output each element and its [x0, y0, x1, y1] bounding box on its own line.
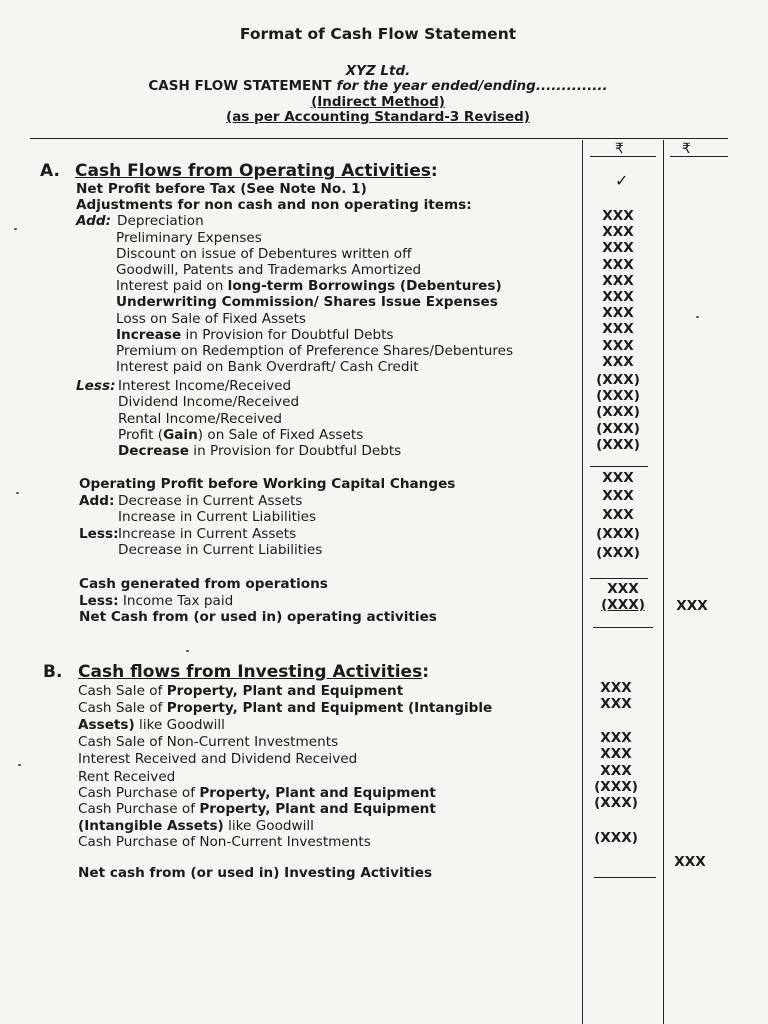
add-amount: XXX [602, 289, 634, 305]
investing-line-sale-ppe: Cash Sale of Property, Plant and Equipment [78, 683, 404, 699]
investing-amount: (XXX) [594, 779, 638, 795]
column-divider-1 [582, 140, 583, 1024]
cash-generated-amount: XXX [607, 581, 639, 597]
operating-profit-amount: XXX [602, 470, 634, 486]
less-item-dividend: Dividend Income/Received [118, 394, 300, 410]
subtotal-rule [590, 578, 648, 579]
add-item-depreciation: Depreciation [117, 213, 204, 229]
less-amount: (XXX) [596, 372, 640, 388]
wc-less-label: Less: [79, 526, 119, 542]
less-item-profit-gain: Profit (Gain) on Sale of Fixed Assets [118, 427, 364, 443]
wc-add-label: Add: [79, 493, 115, 509]
investing-amount: XXX [600, 730, 632, 746]
tax-line: Less: Income Tax paid [79, 593, 234, 609]
add-item-discount: Discount on issue of Debentures written off [116, 246, 412, 262]
operating-profit-line: Operating Profit before Working Capital Changes [79, 476, 456, 492]
top-rule [30, 138, 728, 139]
tick-mark: ✓ [615, 171, 629, 190]
add-amount: XXX [602, 240, 634, 256]
net-cash-operating-amount: XXX [676, 598, 708, 614]
wc-add-item-decrease-assets: Decrease in Current Assets [118, 493, 303, 509]
investing-amount: (XXX) [594, 830, 638, 846]
tax-amount: (XXX) [601, 597, 645, 613]
section-b-heading: Cash flows from Investing Activities: [78, 662, 430, 682]
net-cash-operating-line: Net Cash from (or used in) operating activities [79, 609, 437, 625]
less-label: Less: [76, 378, 116, 394]
investing-amount: XXX [600, 763, 632, 779]
add-item-interest-overdraft: Interest paid on Bank Overdraft/ Cash Credit [116, 359, 419, 375]
add-amount: XXX [602, 208, 634, 224]
scan-speck [18, 764, 21, 766]
less-amount: (XXX) [596, 437, 640, 453]
investing-line-rent: Rent Received [78, 769, 176, 785]
add-item-underwriting: Underwriting Commission/ Shares Issue Expenses [116, 294, 498, 310]
column-divider-2 [663, 140, 664, 1024]
currency-symbol-2: ₹ [682, 141, 691, 157]
less-item-interest-income: Interest Income/Received [118, 378, 292, 394]
wc-add-amount: XXX [602, 507, 634, 523]
net-cash-investing-line: Net cash from (or used in) Investing Activities [78, 865, 433, 881]
add-item-premium: Premium on Redemption of Preference Shares/Debentures [116, 343, 514, 359]
less-item-rental: Rental Income/Received [118, 411, 283, 427]
standard-label: (as per Accounting Standard-3 Revised) [226, 109, 530, 125]
wc-add-amount: XXX [602, 488, 634, 504]
method-label: (Indirect Method) [311, 94, 445, 110]
investing-line-sale-investments: Cash Sale of Non-Current Investments [78, 734, 339, 750]
scan-speck [16, 492, 19, 494]
investing-amount: XXX [600, 746, 632, 762]
add-amount: XXX [602, 338, 634, 354]
section-a-heading: Cash Flows from Operating Activities: [75, 161, 438, 181]
scan-speck [186, 650, 189, 652]
currency-symbol-1: ₹ [615, 141, 624, 157]
add-item-goodwill: Goodwill, Patents and Trademarks Amortized [116, 262, 422, 278]
less-amount: (XXX) [596, 404, 640, 420]
subtotal-rule [590, 466, 648, 467]
total-rule [593, 627, 653, 628]
wc-less-item-increase-assets: Increase in Current Assets [118, 526, 297, 542]
company-name: XYZ Ltd. [345, 63, 411, 79]
add-amount: XXX [602, 257, 634, 273]
wc-less-item-decrease-liabilities: Decrease in Current Liabilities [118, 542, 323, 558]
total-rule [594, 877, 656, 878]
currency-underline-1 [590, 156, 656, 157]
less-item-decrease-provision: Decrease in Provision for Doubtful Debts [118, 443, 402, 459]
wc-add-item-increase-liabilities: Increase in Current Liabilities [118, 509, 317, 525]
add-item-interest-borrowings: Interest paid on long-term Borrowings (Debentures) [116, 278, 502, 294]
less-amount: (XXX) [596, 388, 640, 404]
add-amount: XXX [602, 305, 634, 321]
net-cash-investing-amount: XXX [674, 854, 706, 870]
scan-speck [14, 228, 17, 230]
page-title: Format of Cash Flow Statement [239, 25, 517, 43]
section-a-letter: A. [40, 161, 60, 181]
investing-line-purchase-investments: Cash Purchase of Non-Current Investments [78, 834, 371, 850]
net-profit-line: Net Profit before Tax (See Note No. 1) [76, 181, 367, 197]
add-amount: XXX [602, 321, 634, 337]
section-b-letter: B. [43, 662, 63, 682]
investing-line-purchase-intangible: Cash Purchase of Property, Plant and Equipment [78, 801, 436, 817]
statement-title: CASH FLOW STATEMENT for the year ended/ending.............. [148, 78, 608, 94]
investing-line-sale-intangible: Cash Sale of Property, Plant and Equipment (Intangible [78, 700, 493, 716]
adjustments-line: Adjustments for non cash and non operating items: [76, 197, 472, 213]
add-label: Add: [76, 213, 111, 229]
add-amount: XXX [602, 354, 634, 370]
investing-amount: (XXX) [594, 795, 638, 811]
wc-less-amount: (XXX) [596, 545, 640, 561]
investing-line-purchase-ppe: Cash Purchase of Property, Plant and Equipment [78, 785, 436, 801]
investing-amount: XXX [600, 696, 632, 712]
add-amount: XXX [602, 224, 634, 240]
investing-line-sale-intangible-cont: Assets) like Goodwill [78, 717, 225, 733]
scan-speck [696, 316, 699, 318]
add-amount: XXX [602, 273, 634, 289]
less-amount: (XXX) [596, 421, 640, 437]
add-item-increase-provision: Increase in Provision for Doubtful Debts [116, 327, 394, 343]
currency-underline-2 [670, 156, 728, 157]
investing-line-purchase-intangible-cont: (Intangible Assets) like Goodwill [78, 818, 314, 834]
add-item-loss-sale: Loss on Sale of Fixed Assets [116, 311, 307, 327]
cash-generated-line: Cash generated from operations [79, 576, 328, 592]
wc-less-amount: (XXX) [596, 526, 640, 542]
investing-line-interest-dividend: Interest Received and Dividend Received [78, 751, 358, 767]
add-item-preliminary: Preliminary Expenses [116, 230, 262, 246]
investing-amount: XXX [600, 680, 632, 696]
